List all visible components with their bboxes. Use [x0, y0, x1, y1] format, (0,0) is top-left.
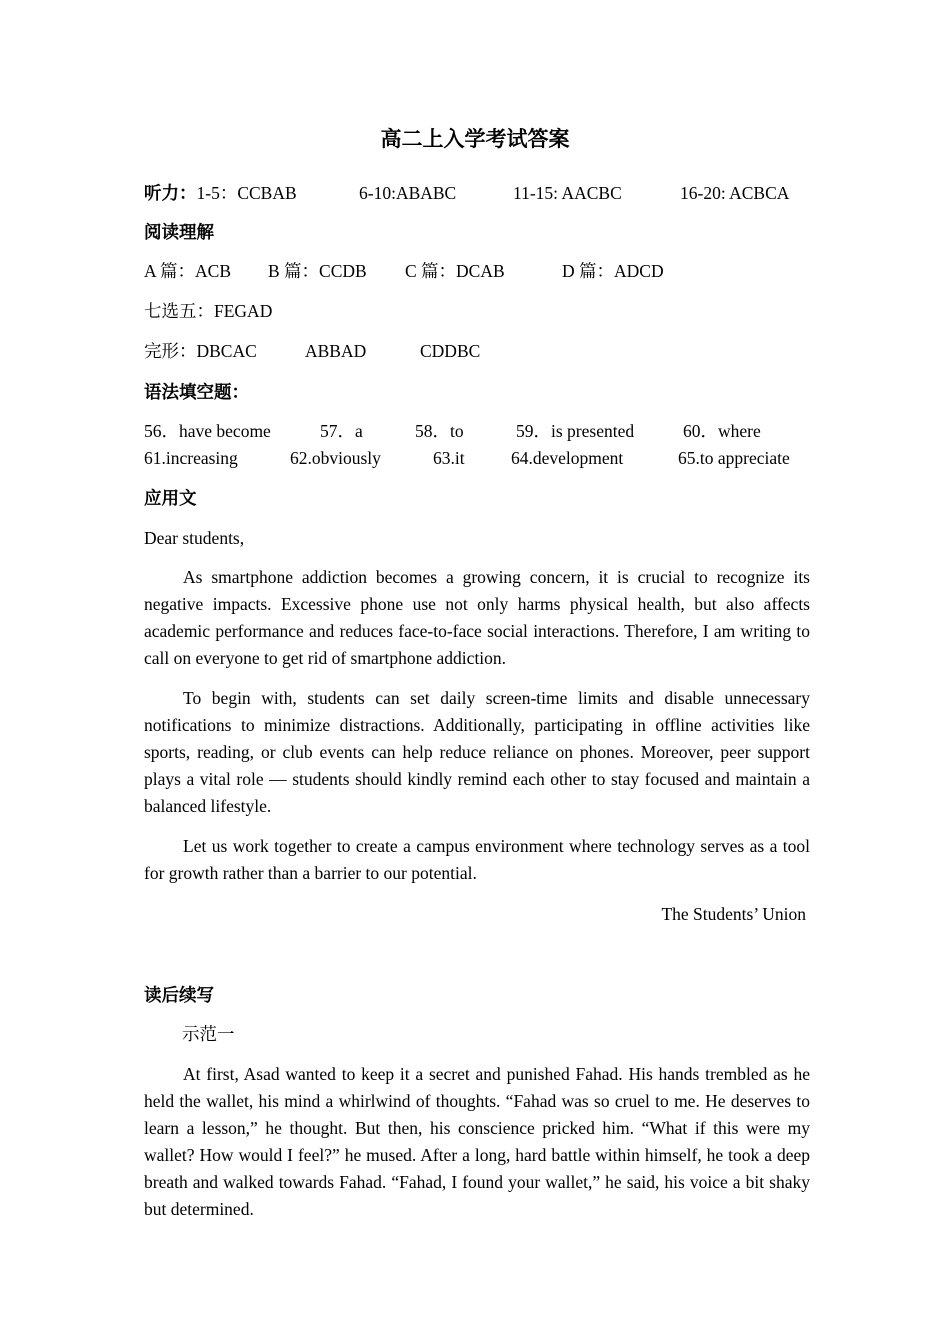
document-title: 高二上入学考试答案: [380, 127, 570, 151]
listening-group-3: 11-15: AACBC: [513, 183, 622, 203]
grammar-answer-65: 65.to appreciate: [678, 448, 790, 468]
grammar-answer-63: 63.it: [433, 448, 465, 468]
cloze-group-1: 完形：DBCAC: [144, 341, 257, 361]
grammar-answer-56: 56．have become: [144, 421, 271, 441]
continuation-heading: 读后续写: [144, 985, 214, 1005]
grammar-heading: 语法填空题：: [144, 382, 249, 402]
reading-part-c: C 篇：DCAB: [405, 261, 505, 281]
application-heading: 应用文: [144, 488, 197, 508]
grammar-answer-58: 58．to: [415, 421, 464, 441]
letter-signature: The Students’ Union: [661, 904, 806, 924]
listening-group-4: 16-20: ACBCA: [680, 183, 790, 203]
letter-paragraph-1: As smartphone addiction becomes a growing concern, it is crucial to recognize its negative impacts. Excessive phone use not only harms physical health, but also affects academic performance and reduces face-to-face social interactions. Therefore, I am writing to call on everyone to get rid of smartphone addiction.: [144, 567, 810, 668]
reading-part-a: A 篇：ACB: [144, 261, 232, 281]
grammar-answer-59: 59．is presented: [516, 421, 635, 441]
cloze-group-3: CDDBC: [420, 341, 481, 361]
letter-paragraph-2: To begin with, students can set daily screen-time limits and disable unnecessary notifications to minimize distractions. Additionally, participating in offline activities like sports, reading, or club events can help reduce reliance on phones. Moreover, peer support plays a vital role — students should kindly remind each other to stay focused and maintain a balanced lifestyle.: [144, 688, 810, 816]
letter-paragraph-3: Let us work together to create a campus environment where technology serves as a tool for growth rather than a barrier to our potential.: [144, 836, 810, 883]
reading-heading: 阅读理解: [144, 222, 214, 242]
seven-choice-answers: 七选五：FEGAD: [144, 301, 273, 321]
reading-part-b: B 篇：CCDB: [268, 261, 367, 281]
letter-greeting: Dear students,: [144, 528, 245, 548]
listening-label: 听力：: [144, 183, 197, 203]
sample-label: 示范一: [182, 1024, 235, 1044]
grammar-answer-61: 61.increasing: [144, 448, 238, 468]
cloze-group-2: ABBAD: [305, 341, 367, 361]
listening-group-2: 6-10:ABABC: [359, 183, 457, 203]
grammar-answer-64: 64.development: [511, 448, 624, 468]
reading-part-d: D 篇：ADCD: [562, 261, 664, 281]
sample-paragraph: At first, Asad wanted to keep it a secret and punished Fahad. His hands trembled as he held the wallet, his mind a whirlwind of thoughts. “Fahad was so cruel to me. He deserves to learn a lesson,” he thought. But then, his conscience pricked him. “What if this were my wallet? How would I feel?” he mused. After a long, hard battle within himself, he took a deep breath and walked towards Fahad. “Fahad, I found your wallet,” he said, his voice a bit shaky but determined.: [144, 1064, 810, 1219]
listening-group-1: 1-5：CCBAB: [196, 183, 297, 203]
grammar-answer-57: 57．a: [320, 421, 363, 441]
grammar-answer-60: 60．where: [683, 421, 761, 441]
grammar-answer-62: 62.obviously: [290, 448, 381, 468]
